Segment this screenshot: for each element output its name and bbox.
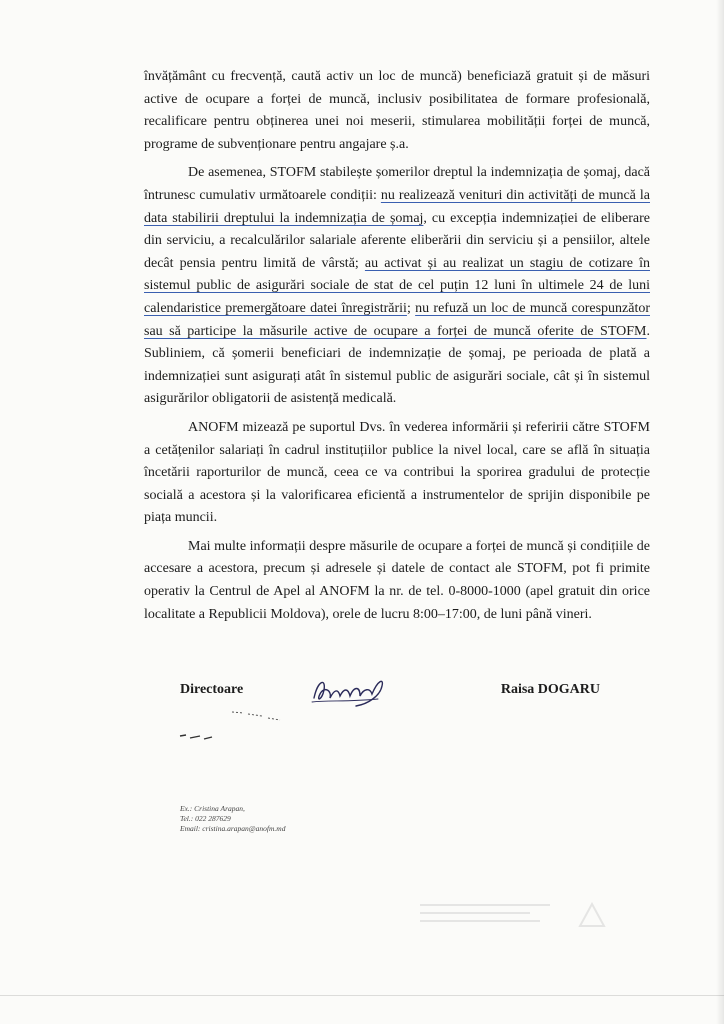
text-segment: ANOFM mizează pe suportul Dvs. în vederea informării și referirii către STOFM a cetățenilor salariați în cadrul instituțiilor publice la nivel local, care se află în situația încetării raporturilor de muncă, ceea ce va contribui la sporirea gradului de protecție socială a acestora și la valorificarea eficientă a instrumentelor de sprijin disponibile pe piața muncii. [144,419,650,526]
faint-footer-logo-icon [420,896,620,936]
letter-body [144,66,650,626]
paragraph [144,162,650,411]
underlined-condition: nu realizează venituri din activități de muncă la data stabilirii dreptului la indemnizația de șomaj [144,187,650,226]
text-segment: De asemenea, STOFM stabilește șomerilor dreptul la indemnizația de șomaj, dacă întrunesc cumulativ următoarele condiții: [144,165,650,203]
executor-phone: Tel.: 022 287629 [180,814,231,823]
signatory-name: Raisa DOGARU [500,682,600,697]
handwritten-signature-icon [308,672,398,710]
text-segment: . Subliniem, că șomerii beneficiari de indemnizație de șomaj, pe perioada de plată a indemnizației sunt asigurați atât în sistemul public de asigurări sociale, cât și în sistemul asigurărilor obligatorii de asistență medicală. [144,323,650,407]
underlined-condition: au activat și au realizat un stagiu de cotizare în sistemul public de asigurări sociale de stat de cel puțin 12 luni în ultimele 24 de luni calendaristice premergătoare datei înregistrării [144,255,650,316]
executor-email: Email: cristina.arapan@anofm.md [180,824,286,833]
stamp-residue-icon [172,710,312,750]
text-segment: învățământ cu frecvență, caută activ un loc de muncă) beneficiază gratuit și de măsuri active de ocupare a forței de muncă, inclusiv posibilitatea de formare profesională, recalificare pentru obținerea unei noi meserii, stimularea mobilității forței de muncă, programe de subvenționare pentru angajare ș.a. [144,69,650,152]
paragraph [144,417,650,530]
text-segment: Mai multe informații despre măsurile de ocupare a forței de muncă și condițiile de accesare a acestora, precum și adresele și datele de contact ale STOFM, pot fi primite operativ la Centrul de Apel al ANOFM la nr. de tel. 0-8000-1000 (apel gratuit din orice localitate a Republicii Moldova), orele de lucru 8:00–17:00, de luni până vineri. [144,538,650,622]
scan-edge-shadow [716,0,724,1024]
scan-bottom-edge [0,995,724,996]
executor-contact [180,804,440,834]
text-segment: , cu excepția indemnizației de eliberare din serviciu, a recalculărilor salariale aferente eliberării din serviciu și a pensiilor, altele decât pensia pentru limită de vârstă; [144,210,650,271]
text-segment: ; [406,300,416,316]
paragraph [144,536,650,626]
executor-name: Ex.: Cristina Arapan, [180,804,245,813]
underlined-condition: nu refuză un loc de muncă corespunzător sau să participe la măsurile active de ocupare a forței de muncă oferite de STOFM [144,300,650,339]
signatory-role: Directoare [180,682,244,697]
signature-block [180,676,600,712]
paragraph [144,66,650,156]
